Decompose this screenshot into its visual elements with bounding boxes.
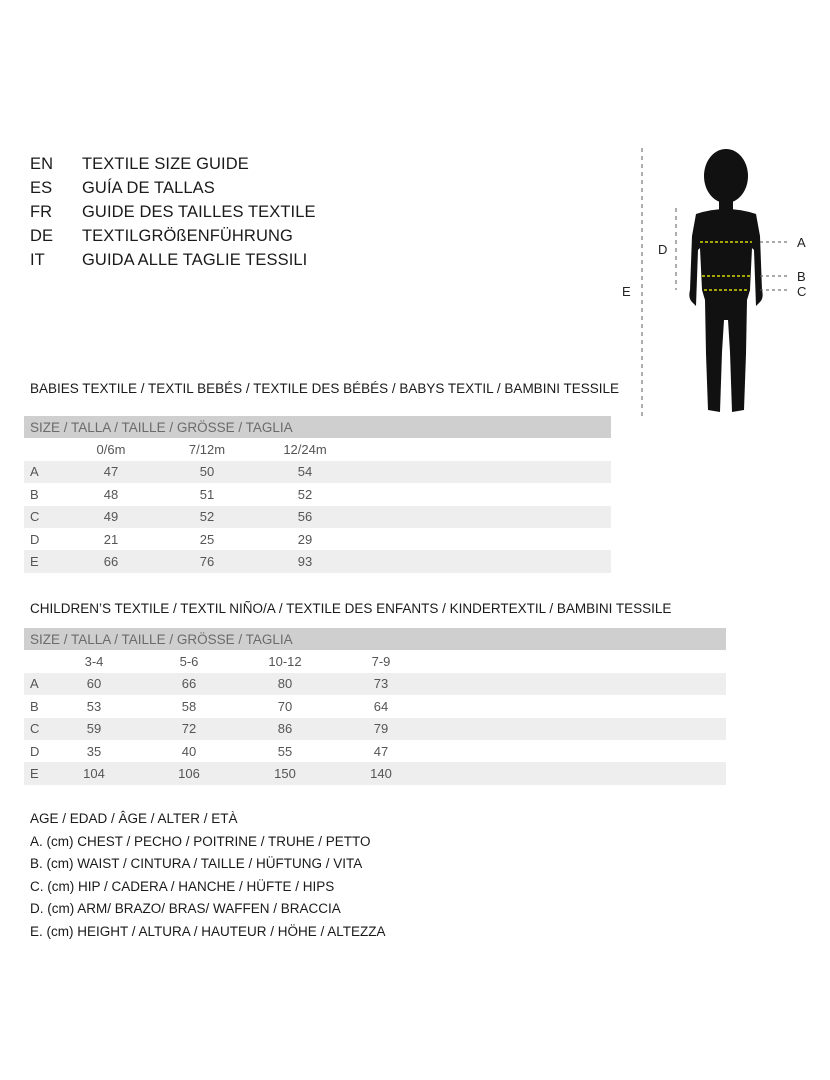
legend-item: D. (cm) ARM/ BRAZO/ BRAS/ WAFFEN / BRACCIA: [30, 901, 341, 916]
measurement-legend: [30, 808, 386, 943]
cell-value: 66: [66, 550, 156, 572]
cell-value: 93: [258, 550, 352, 572]
row-label: A: [24, 673, 66, 695]
cell-value: 104: [66, 762, 122, 784]
lang-code: ES: [30, 179, 53, 197]
babies-section-title: BABIES TEXTILE / TEXTIL BEBÉS / TEXTILE DES BÉBÉS / BABYS TEXTIL / BAMBINI TESSILE: [30, 381, 619, 396]
cell-value: 86: [256, 718, 314, 740]
label-c: C: [797, 284, 807, 299]
legend-item: B. (cm) WAIST / CINTURA / TAILLE / HÜFTUNG / VITA: [30, 856, 363, 871]
cell-value: 47: [373, 743, 389, 759]
size-label: 5-6: [179, 654, 199, 670]
lang-code: IT: [30, 251, 45, 269]
cell-value: 79: [314, 718, 448, 740]
cell-value: 76: [156, 550, 258, 572]
size-label: 12/24m: [283, 442, 327, 458]
legend-item: C. (cm) HIP / CADERA / HANCHE / HÜFTE / HIPS: [30, 878, 335, 894]
children-size-table: [24, 628, 726, 785]
cell-value: 47: [66, 461, 156, 483]
lang-code: EN: [30, 155, 54, 173]
cell-value: 52: [297, 486, 313, 502]
cell-value: 106: [122, 762, 256, 784]
cell-value: 55: [277, 743, 293, 759]
table-row: [24, 695, 726, 717]
size-label: 7/12m: [188, 442, 226, 458]
cell-value: 58: [181, 698, 197, 714]
size-row: [24, 650, 726, 672]
legend-item: AGE / EDAD / ÂGE / ALTER / ETÀ: [30, 811, 238, 826]
size-header: SIZE / TALLA / TAILLE / GRÖSSE / TAGLIA: [24, 416, 611, 438]
row-label: E: [24, 550, 66, 572]
cell-value: 25: [199, 531, 215, 547]
label-d: D: [658, 242, 668, 257]
table-row: [24, 718, 726, 740]
cell-value: 70: [277, 698, 293, 714]
row-label: A: [24, 461, 66, 483]
row-label: E: [24, 762, 66, 784]
cell-value: 51: [199, 486, 215, 502]
lang-title: TEXTILE SIZE GUIDE: [82, 155, 249, 173]
cell-value: 48: [103, 486, 119, 502]
cell-value: 54: [258, 461, 352, 483]
lang-row-en: [30, 155, 316, 179]
table-row: [24, 740, 726, 762]
size-row: [24, 438, 611, 460]
lang-title: GUÍA DE TALLAS: [82, 179, 215, 197]
children-section-title: CHILDREN’S TEXTILE / TEXTIL NIÑO/A / TEXTILE DES ENFANTS / KINDERTEXTIL / BAMBINI TESSILE: [30, 601, 672, 616]
cell-value: 72: [122, 718, 256, 740]
cell-value: 21: [103, 531, 119, 547]
table-header: [24, 416, 611, 438]
cell-value: 35: [86, 743, 102, 759]
lang-title: TEXTILGRÖßENFÜHRUNG: [82, 227, 293, 245]
cell-value: 52: [156, 506, 258, 528]
table-row: [24, 762, 726, 784]
lang-title: GUIDA ALLE TAGLIE TESSILI: [82, 251, 308, 269]
size-header: SIZE / TALLA / TAILLE / GRÖSSE / TAGLIA: [24, 628, 726, 650]
child-silhouette-icon: [620, 140, 830, 425]
cell-value: 59: [66, 718, 122, 740]
row-label: D: [30, 531, 40, 547]
cell-value: 150: [256, 762, 314, 784]
cell-value: 49: [66, 506, 156, 528]
lang-row-fr: [30, 203, 316, 227]
cell-value: 40: [181, 743, 197, 759]
size-label: 10-12: [268, 654, 302, 670]
label-b: B: [797, 269, 806, 284]
babies-size-table: [24, 416, 611, 573]
cell-value: 56: [258, 506, 352, 528]
cell-value: 50: [156, 461, 258, 483]
cell-value: 64: [373, 698, 389, 714]
legend-item: A. (cm) CHEST / PECHO / POITRINE / TRUHE / PETTO: [30, 833, 371, 849]
cell-value: 140: [314, 762, 448, 784]
size-label: 7-9: [371, 654, 391, 670]
table-row: [24, 483, 611, 505]
table-row: [24, 673, 726, 695]
language-titles: [30, 155, 316, 275]
lang-row-it: [30, 251, 316, 275]
lang-code: FR: [30, 203, 53, 221]
lang-row-es: [30, 179, 316, 203]
legend-item: E. (cm) HEIGHT / ALTURA / HAUTEUR / HÖHE / ALTEZZA: [30, 923, 386, 939]
table-row: [24, 506, 611, 528]
table-header: [24, 628, 726, 650]
lang-title: GUIDE DES TAILLES TEXTILE: [82, 203, 316, 221]
cell-value: 60: [66, 673, 122, 695]
row-label: D: [30, 743, 40, 759]
cell-value: 66: [122, 673, 256, 695]
row-label: B: [30, 698, 39, 714]
size-label: 3-4: [84, 654, 104, 670]
cell-value: 73: [314, 673, 448, 695]
lang-code: DE: [30, 227, 54, 245]
child-measurement-figure: [620, 140, 830, 425]
cell-value: 53: [86, 698, 102, 714]
row-label: C: [24, 718, 66, 740]
size-label: 0/6m: [96, 442, 126, 458]
table-row: [24, 461, 611, 483]
cell-value: 80: [256, 673, 314, 695]
table-row: [24, 550, 611, 572]
label-e: E: [622, 284, 631, 299]
row-label: C: [24, 506, 66, 528]
lang-row-de: [30, 227, 316, 251]
table-row: [24, 528, 611, 550]
cell-value: 29: [297, 531, 313, 547]
label-a: A: [797, 235, 806, 250]
row-label: B: [30, 486, 39, 502]
